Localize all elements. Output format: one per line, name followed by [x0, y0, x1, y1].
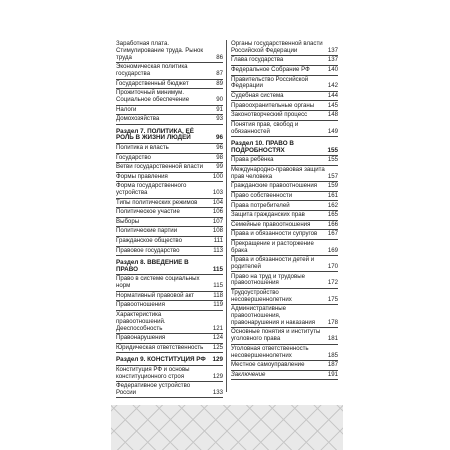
toc-entry-title: Налоги [116, 105, 137, 113]
toc-entry-page-number: 137 [327, 46, 338, 54]
toc-entry [116, 182, 223, 198]
toc-entry [116, 40, 223, 63]
toc-entry-page-number: 90 [216, 96, 223, 104]
toc-entry-page-number: 107 [212, 217, 223, 225]
toc-entry-title: Раздел 8. ВВЕДЕНИЕ В ПРАВО [116, 259, 189, 273]
toc-entry [231, 156, 338, 166]
toc-entry-title: Прожиточный минимум. Социальное обеспечение [116, 89, 190, 104]
toc-entry-title: Глава государства [231, 56, 284, 64]
toc-entry-title: Форма государственного устройства [116, 182, 187, 197]
toc-entry [116, 366, 223, 382]
toc-entry-page-number: 161 [327, 191, 338, 199]
toc-section-heading [116, 256, 223, 275]
toc-entry [116, 106, 223, 116]
toc-entry [116, 227, 223, 237]
toc-entry-title: Раздел 10. ПРАВО В ПОДРОБНОСТЯХ [231, 140, 294, 154]
toc-entry-page-number: 169 [327, 246, 338, 254]
toc-entry-title: Раздел 7. ПОЛИТИКА, ЕЁ РОЛЬ В ЖИЗНИ ЛЮДЕЙ [116, 127, 194, 142]
toc-entry-page-number: 149 [327, 127, 338, 135]
toc-entry-title: Экономическая политика государства [116, 63, 188, 78]
toc-entry-page-number: 166 [327, 220, 338, 228]
toc-entry [231, 121, 338, 137]
toc-entry-page-number: 118 [213, 291, 223, 299]
toc-entry [231, 240, 338, 256]
toc-section-heading [116, 353, 223, 365]
toc-entry [231, 56, 338, 66]
toc-entry-title: Права ребёнка [231, 156, 274, 164]
toc-entry [231, 111, 338, 121]
toc-entry-page-number: 86 [216, 53, 223, 61]
toc-entry-page-number: 140 [327, 66, 338, 74]
toc-entry-title: Гражданские правоотношения [231, 182, 318, 190]
toc-entry-page-number: 89 [216, 79, 223, 87]
toc-entry [116, 144, 223, 154]
toc-entry-title: Права и обязанности детей и родителей [231, 256, 315, 270]
toc-entry-title: Правоохранительные органы [231, 101, 315, 109]
toc-entry-title: Политика и власть [116, 144, 169, 152]
toc-entry [116, 63, 223, 79]
toc-entry-page-number: 99 [216, 163, 223, 171]
toc-entry-title: Права потребителей [231, 201, 290, 209]
toc-entry [116, 247, 223, 257]
toc-entry-page-number: 170 [327, 262, 338, 270]
toc-entry-title: Ветви государственной власти [116, 163, 203, 171]
toc-entry-page-number: 165 [327, 211, 338, 219]
toc-entry-page-number: 103 [212, 189, 223, 197]
toc-entry [116, 80, 223, 90]
toc-entry-title: Заработная плата. Стимулирование труда. Рынок труда [116, 40, 204, 61]
toc-entry [231, 221, 338, 231]
toc-entry-title: Органы государственной власти Российской Федерации [231, 40, 323, 54]
toc-right-column [231, 40, 338, 380]
toc-entry-title: Международно-правовая защита прав человека [231, 165, 325, 180]
toc-entry-page-number: 145 [327, 101, 338, 109]
toc-entry-page-number: 98 [216, 153, 223, 161]
toc-entry-page-number: 100 [212, 172, 223, 180]
toc-entry [116, 292, 223, 302]
toc-entry-title: Права и обязанности супругов [231, 230, 318, 238]
toc-entry-page-number: 111 [213, 237, 223, 245]
toc-entry-page-number: 148 [327, 111, 338, 119]
toc-entry [116, 218, 223, 228]
toc-entry [116, 115, 223, 125]
toc-entry-title: Правительство Российской Федерации [231, 75, 309, 90]
toc-entry-title: Раздел 9. КОНСТИТУЦИЯ РФ [116, 356, 206, 364]
toc-entry-title: Домохозяйства [116, 115, 160, 123]
toc-entry-title: Прекращение и расторжение брака [231, 239, 314, 254]
toc-entry-title: Федеративное устройство России [116, 382, 191, 396]
toc-entry-title: Формы правления [116, 172, 168, 180]
toc-entry [231, 272, 338, 288]
toc-entry-page-number: 144 [327, 92, 338, 99]
toc-entry-page-number: 87 [216, 70, 223, 78]
toc-entry-page-number: 121 [212, 324, 223, 332]
toc-entry [231, 211, 338, 221]
toc-entry [116, 311, 223, 334]
toc-entry-title: Конституция РФ и основы конституционного строя [116, 365, 190, 380]
toc-entry [231, 289, 338, 305]
toc-left-column [116, 40, 223, 398]
toc-entry-page-number: 142 [327, 82, 338, 90]
toc-entry [116, 275, 223, 291]
toc-entry-page-number: 115 [212, 265, 223, 273]
toc-entry [231, 192, 338, 202]
toc-entry [231, 182, 338, 192]
toc-entry [231, 328, 338, 344]
toc-entry-page-number: 91 [216, 105, 223, 113]
toc-entry-title: Правоотношения [116, 301, 165, 309]
toc-entry-title: Типы политических режимов [116, 198, 198, 206]
toc-section-heading [116, 125, 223, 144]
toc-entry [116, 344, 223, 354]
toc-entry [231, 101, 338, 111]
toc-entry-title: Трудоустройство несовершеннолетних [231, 288, 292, 303]
toc-entry-title: Судебная система [231, 92, 284, 99]
toc-entry-page-number: 178 [327, 318, 338, 326]
toc-entry-page-number: 96 [216, 144, 223, 152]
toc-entry [116, 89, 223, 105]
toc-entry [231, 76, 338, 92]
toc-entry-page-number: 172 [327, 279, 338, 287]
toc-entry-title: Федеральное Собрание РФ [231, 66, 310, 74]
toc-entry [231, 305, 338, 328]
toc-entry [231, 371, 338, 381]
toc-entry-title: Правонарушения [116, 334, 166, 342]
toc-entry-page-number: 167 [327, 230, 338, 238]
toc-entry-title: Политические партии [116, 227, 178, 235]
toc-entry-page-number: 185 [327, 351, 338, 359]
toc-entry-page-number: 159 [327, 182, 338, 190]
toc-entry-title: Заключение [231, 370, 266, 378]
toc-entry-title: Местное самоуправление [231, 361, 305, 369]
toc-entry [116, 301, 223, 311]
toc-entry-page-number: 106 [212, 208, 223, 216]
toc-entry [231, 201, 338, 211]
decorative-crosshatch-pattern [111, 405, 343, 450]
toc-entry-page-number: 133 [212, 388, 223, 396]
toc-entry [116, 173, 223, 183]
toc-entry [116, 154, 223, 164]
toc-entry-page-number: 129 [212, 356, 223, 364]
toc-entry-page-number: 155 [327, 156, 338, 164]
toc-entry-page-number: 191 [327, 370, 338, 378]
toc-entry-title: Правовое государство [116, 246, 180, 254]
toc-entry-title: Защита гражданских прав [231, 211, 305, 219]
toc-entry-page-number: 108 [212, 227, 223, 235]
toc-entry-page-number: 137 [327, 56, 338, 64]
toc-entry [231, 166, 338, 182]
toc-entry [116, 382, 223, 398]
toc-entry [231, 66, 338, 76]
toc-entry-page-number: 113 [213, 246, 223, 254]
toc-entry [231, 230, 338, 240]
toc-entry-title: Характеристика правоотношений. Дееспособность [116, 311, 166, 332]
toc-entry-page-number: 96 [215, 134, 223, 142]
toc-entry-page-number: 175 [327, 295, 338, 303]
toc-entry [231, 40, 338, 56]
toc-entry-title: Государство [116, 153, 151, 161]
toc-entry-page-number: 157 [327, 172, 338, 180]
toc-entry [116, 163, 223, 173]
toc-entry-page-number: 104 [212, 198, 223, 206]
toc-entry-title: Государственный бюджет [116, 79, 189, 87]
toc-entry-title: Административные правоотношения, правонарушения и наказания [231, 305, 316, 326]
toc-entry-page-number: 93 [216, 115, 223, 123]
toc-section-heading [231, 137, 338, 156]
toc-entry [116, 237, 223, 247]
toc-entry-title: Гражданское общество [116, 237, 182, 245]
toc-entry-page-number: 124 [212, 334, 223, 342]
toc-entry [231, 361, 338, 371]
toc-entry-page-number: 181 [327, 335, 338, 343]
toc-entry-page-number: 187 [327, 361, 338, 369]
toc-entry-page-number: 162 [327, 201, 338, 209]
toc-entry [231, 345, 338, 361]
column-divider [226, 40, 227, 392]
toc-entry-page-number: 129 [212, 372, 223, 380]
toc-entry-title: Право в системе социальных норм [116, 275, 200, 290]
toc-entry-title: Нормативный правовой акт [116, 291, 195, 299]
toc-entry-title: Политическое участие [116, 208, 180, 216]
toc-entry [116, 208, 223, 218]
toc-entry-title: Семейные правоотношения [231, 220, 311, 228]
toc-entry-title: Основные понятия и институты уголовного права [231, 328, 321, 343]
toc-entry-page-number: 125 [212, 343, 223, 351]
toc-entry [231, 92, 338, 102]
toc-entry-title: Право собственности [231, 191, 293, 199]
toc-entry [116, 334, 223, 344]
toc-entry [231, 256, 338, 272]
toc-entry-title: Понятия прав, свобод и обязанностей [231, 120, 299, 135]
toc-entry-title: Законотворческий процесс [231, 111, 308, 119]
toc-entry-page-number: 119 [213, 301, 223, 309]
toc-entry-title: Уголовная ответственность несовершеннолетних [231, 344, 309, 359]
toc-entry-title: Выборы [116, 217, 140, 225]
toc-entry-title: Право на труд и трудовые правоотношения [231, 272, 306, 287]
toc-entry-title: Юридическая ответственность [116, 343, 204, 351]
toc-entry-page-number: 155 [327, 146, 338, 154]
toc-entry [116, 199, 223, 209]
toc-entry-page-number: 115 [213, 282, 223, 290]
